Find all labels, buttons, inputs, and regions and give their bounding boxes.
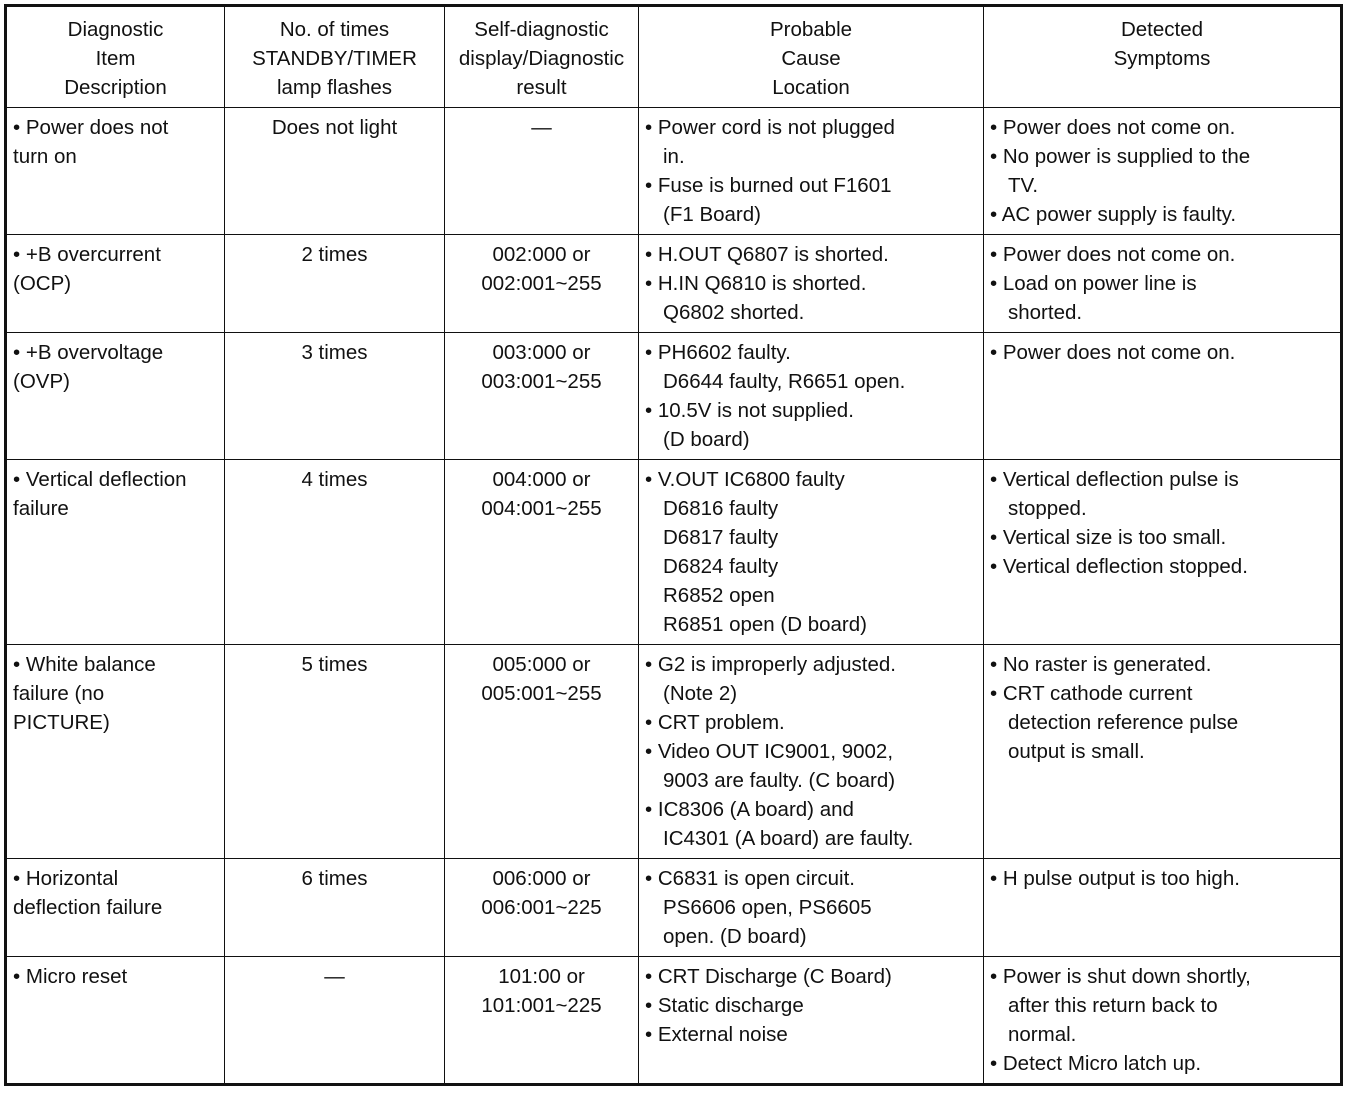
item-description-line: • Vertical deflection: [13, 468, 187, 491]
symptom-line: • CRT cathode current: [990, 682, 1193, 705]
cause-line: D6816 faulty: [663, 497, 779, 520]
header-diagnostic-item: Diagnostic Item Description: [6, 6, 225, 108]
symptom-line: • Vertical size is too small.: [990, 526, 1227, 549]
item-description-line: • +B overcurrent: [13, 243, 161, 266]
table-row: [6, 957, 1342, 1085]
cell-detected-symptoms: [984, 859, 1342, 957]
cause-line: • External noise: [645, 1023, 788, 1046]
cell-diagnostic-result: [445, 957, 639, 1085]
lamp-flash-count: 2 times: [301, 243, 368, 266]
symptom-line: shorted.: [1008, 301, 1083, 324]
item-description-line: (OVP): [13, 370, 70, 393]
symptom-line: • Vertical deflection pulse is: [990, 468, 1239, 491]
cause-line: R6852 open: [663, 584, 775, 607]
cell-lamp-flashes: [225, 645, 445, 859]
cell-probable-cause: [639, 957, 984, 1085]
diagnostic-code-line: 002:001~255: [481, 272, 602, 295]
cause-line: (D board): [663, 428, 750, 451]
table-body: [6, 108, 1342, 1085]
cause-line: • CRT problem.: [645, 711, 785, 734]
lamp-flash-count: —: [324, 965, 345, 988]
cause-line: • Video OUT IC9001, 9002,: [645, 740, 894, 763]
table-row: [6, 460, 1342, 645]
symptom-line: • Power is shut down shortly,: [990, 965, 1251, 988]
cell-lamp-flashes: [225, 108, 445, 235]
diagnostic-code-line: 003:001~255: [481, 370, 602, 393]
cause-line: D6824 faulty: [663, 555, 779, 578]
symptom-line: • Vertical deflection stopped.: [990, 555, 1248, 578]
cause-line: • Static discharge: [645, 994, 804, 1017]
cell-diagnostic-result: [445, 108, 639, 235]
cause-line: • PH6602 faulty.: [645, 341, 791, 364]
diagnostic-code-line: 003:000 or: [492, 341, 591, 364]
symptom-line: stopped.: [1008, 497, 1087, 520]
item-description-line: PICTURE): [13, 711, 110, 734]
cause-line: IC4301 (A board) are faulty.: [663, 827, 914, 850]
cause-line: PS6606 open, PS6605: [663, 896, 872, 919]
cell-lamp-flashes: [225, 460, 445, 645]
diagnostic-code-line: 005:001~255: [481, 682, 602, 705]
symptom-line: normal.: [1008, 1023, 1077, 1046]
diagnostic-code-line: 002:000 or: [492, 243, 591, 266]
diagnostic-code-line: 005:000 or: [492, 653, 591, 676]
cause-line: • G2 is improperly adjusted.: [645, 653, 897, 676]
symptom-line: • Load on power line is: [990, 272, 1197, 295]
symptom-line: TV.: [1008, 174, 1039, 197]
cell-diagnostic-result: [445, 333, 639, 460]
table-header-row: [6, 6, 1342, 108]
cell-probable-cause: [639, 333, 984, 460]
cell-probable-cause: [639, 235, 984, 333]
cause-line: • CRT Discharge (C Board): [645, 965, 892, 988]
diagnostic-code-line: 101:001~225: [481, 994, 602, 1017]
header-probable-cause: Probable Cause Location: [639, 6, 984, 108]
cause-line: (Note 2): [663, 682, 738, 705]
cause-line: 9003 are faulty. (C board): [663, 769, 896, 792]
lamp-flash-count: Does not light: [271, 116, 398, 139]
item-description-line: failure (no: [13, 682, 105, 705]
cell-lamp-flashes: [225, 859, 445, 957]
cell-diagnostic-result: [445, 645, 639, 859]
cell-diagnostic-item: [6, 108, 225, 235]
item-description-line: (OCP): [13, 272, 72, 295]
table-row: [6, 859, 1342, 957]
cell-probable-cause: [639, 460, 984, 645]
cell-diagnostic-result: [445, 859, 639, 957]
item-description-line: • +B overvoltage: [13, 341, 164, 364]
table-row: [6, 235, 1342, 333]
diagnostic-table: [4, 4, 1343, 1086]
cause-line: D6644 faulty, R6651 open.: [663, 370, 906, 393]
item-description-line: • Micro reset: [13, 965, 128, 988]
cell-lamp-flashes: [225, 333, 445, 460]
cell-lamp-flashes: [225, 235, 445, 333]
cell-diagnostic-item: [6, 460, 225, 645]
cell-diagnostic-item: [6, 859, 225, 957]
symptom-line: • No power is supplied to the: [990, 145, 1251, 168]
cause-line: (F1 Board): [663, 203, 761, 226]
symptom-line: after this return back to: [1008, 994, 1218, 1017]
cause-line: • Fuse is burned out F1601: [645, 174, 892, 197]
cause-line: in.: [663, 145, 685, 168]
lamp-flash-count: 4 times: [301, 468, 368, 491]
cell-lamp-flashes: [225, 957, 445, 1085]
symptom-line: • AC power supply is faulty.: [990, 203, 1237, 226]
diagnostic-table-container: [4, 4, 1340, 1086]
item-description-line: • White balance: [13, 653, 156, 676]
symptom-line: output is small.: [1008, 740, 1145, 763]
cell-detected-symptoms: [984, 460, 1342, 645]
item-description-line: deflection failure: [13, 896, 163, 919]
cell-detected-symptoms: [984, 645, 1342, 859]
cell-detected-symptoms: [984, 333, 1342, 460]
diagnostic-code-line: —: [531, 116, 552, 139]
header-lamp-flashes: No. of times STANDBY/TIMER lamp flashes: [225, 6, 445, 108]
lamp-flash-count: 6 times: [301, 867, 368, 890]
cause-line: • H.OUT Q6807 is shorted.: [645, 243, 889, 266]
cell-probable-cause: [639, 108, 984, 235]
diagnostic-code-line: 004:001~255: [481, 497, 602, 520]
symptom-line: detection reference pulse: [1008, 711, 1239, 734]
header-diagnostic-result: Self-diagnostic display/Diagnostic result: [445, 6, 639, 108]
symptom-line: • Detect Micro latch up.: [990, 1052, 1202, 1075]
cell-probable-cause: [639, 645, 984, 859]
cell-diagnostic-item: [6, 645, 225, 859]
cell-diagnostic-result: [445, 235, 639, 333]
cause-line: • C6831 is open circuit.: [645, 867, 856, 890]
symptom-line: • Power does not come on.: [990, 116, 1236, 139]
cell-detected-symptoms: [984, 235, 1342, 333]
cell-probable-cause: [639, 859, 984, 957]
item-description-line: turn on: [13, 145, 77, 168]
header-detected-symptoms: Detected Symptoms: [984, 6, 1342, 108]
diagnostic-code-line: 006:000 or: [492, 867, 591, 890]
item-description-line: • Horizontal: [13, 867, 119, 890]
diagnostic-code-line: 101:00 or: [498, 965, 585, 988]
symptom-line: • Power does not come on.: [990, 341, 1236, 364]
cell-diagnostic-item: [6, 333, 225, 460]
lamp-flash-count: 3 times: [301, 341, 368, 364]
cell-diagnostic-result: [445, 460, 639, 645]
table-row: [6, 333, 1342, 460]
cause-line: D6817 faulty: [663, 526, 779, 549]
cause-line: • V.OUT IC6800 faulty: [645, 468, 845, 491]
cause-line: • Power cord is not plugged: [645, 116, 895, 139]
cause-line: open. (D board): [663, 925, 807, 948]
table-row: [6, 645, 1342, 859]
item-description-line: • Power does not: [13, 116, 169, 139]
cause-line: Q6802 shorted.: [663, 301, 805, 324]
cell-diagnostic-item: [6, 957, 225, 1085]
diagnostic-code-line: 004:000 or: [492, 468, 591, 491]
lamp-flash-count: 5 times: [301, 653, 368, 676]
item-description-line: failure: [13, 497, 69, 520]
cause-line: R6851 open (D board): [663, 613, 867, 636]
cell-detected-symptoms: [984, 108, 1342, 235]
symptom-line: • Power does not come on.: [990, 243, 1236, 266]
diagnostic-code-line: 006:001~225: [481, 896, 602, 919]
cell-detected-symptoms: [984, 957, 1342, 1085]
table-row: [6, 108, 1342, 235]
symptom-line: • No raster is generated.: [990, 653, 1212, 676]
cause-line: • 10.5V is not supplied.: [645, 399, 854, 422]
cause-line: • H.IN Q6810 is shorted.: [645, 272, 867, 295]
symptom-line: • H pulse output is too high.: [990, 867, 1240, 890]
cell-diagnostic-item: [6, 235, 225, 333]
cause-line: • IC8306 (A board) and: [645, 798, 854, 821]
